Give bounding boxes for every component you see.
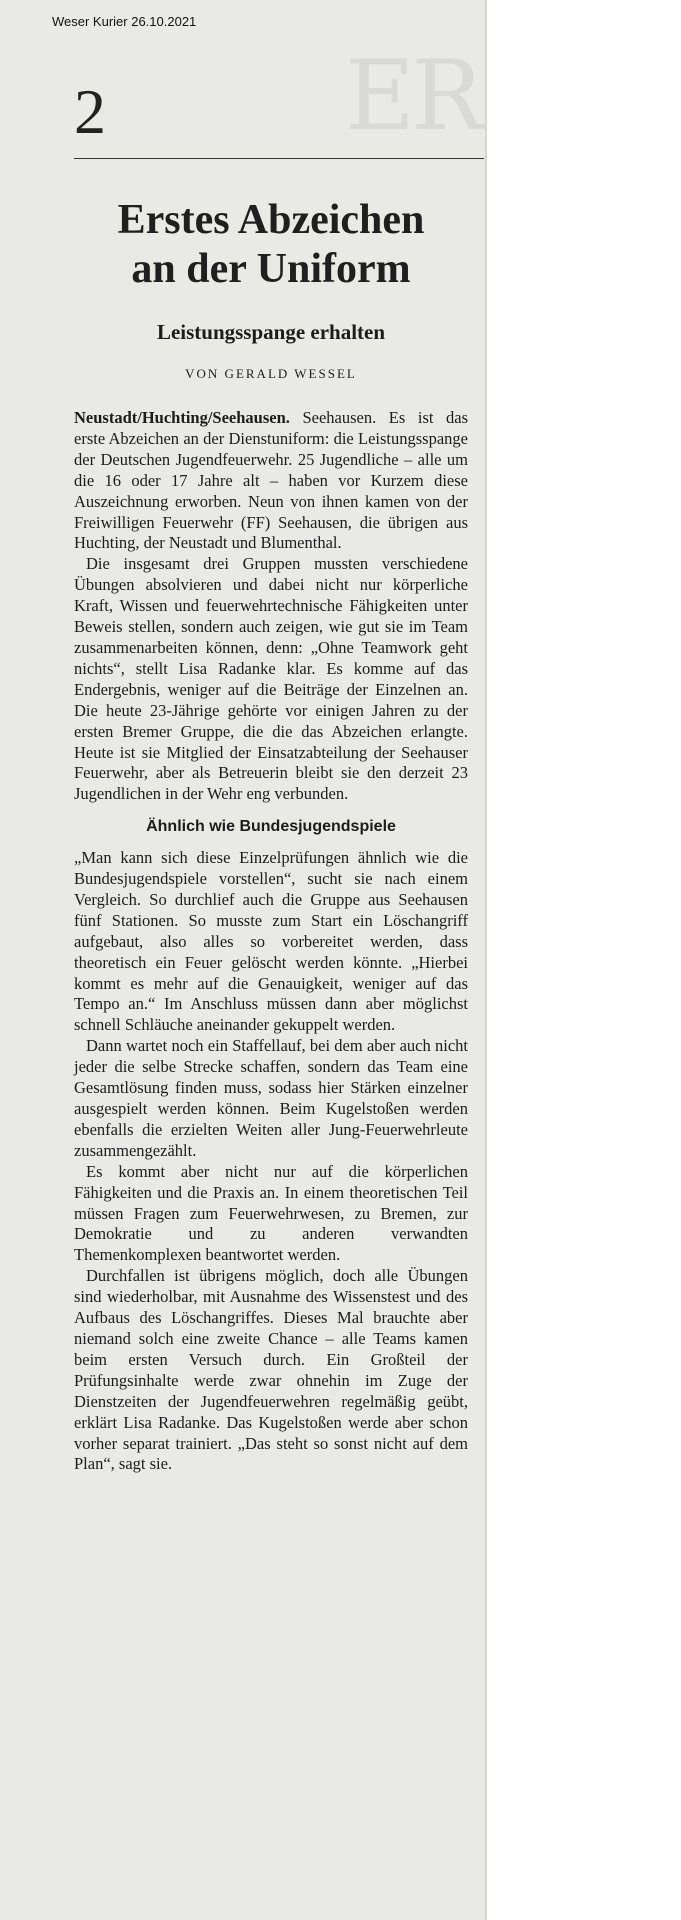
subheadline: Leistungsspange erhalten	[156, 320, 386, 344]
paragraph-2: Die insgesamt drei Gruppen mussten verschiedene Übungen absolvieren und dabei nicht nur körperliche Kraft, Wissen und feuerwehrtechnische Fähigkeiten unter Beweis stellen, sondern auch zeigen, wie gut sie im Team zusammenarbeiten können, denn: „Ohne Teamwork geht nichts“, stellt Lisa Radanke klar. Es komme auf das Endergebnis, weniger auf die Beiträge der Einzelnen an. Die heute 23-Jährige gehörte vor einigen Jahren zu der ersten Bremer Gruppe, die die das Abzeichen erlangte. Heute ist sie Mitglied der Einsatzabteilung der Seehauser Feuerwehr, aber als Betreuerin bleibt sie den derzeit 23 Jugendlichen in der Wehr eng verbunden.	[74, 554, 468, 804]
paragraph-5: Es kommt aber nicht nur auf die körperlichen Fähigkeiten und die Praxis an. In einem theoretischen Teil müssen Fragen zum Feuerwehrwesen, zu Bremen, zur Demokratie und zu anderen verwandten Themenkomplexen beantwortet werden.	[74, 1161, 468, 1265]
paragraph-1-text: Seehausen. Es ist das erste Abzeichen an der Dienstuniform: die Leistungsspange der Deutschen Jugendfeuerwehr. 25 Jugendliche – alle um die 16 oder 17 Jahre alt – haben vor Kurzem diese Auszeichnung erworben. Neun von ihnen kamen von der Freiwilligen Feuerwehr (FF) Seehausen, die übrigen aus Huchting, der Neustadt und Blumenthal.	[74, 408, 468, 553]
page-number: 2	[74, 76, 106, 147]
headline-line-1: Erstes Abzeichen	[117, 197, 425, 243]
bleed-through-artifact: ER	[345, 40, 480, 152]
article-body	[74, 408, 468, 1475]
headline	[74, 196, 468, 294]
headline-line-2: an der Uniform	[131, 246, 411, 292]
paragraph-4: Dann wartet noch ein Staffellauf, bei dem aber auch nicht jeder die selbe Strecke schaffen, sondern das Team eine Gesamtlösung finden muss, sodass hier Stärken einzelner ausgespielt werden können. Beim Kugelstoßen werden ebenfalls die erzielten Weiten aller Jung-Feuerwehrleute zusammengezählt.	[74, 1036, 468, 1160]
byline: VON GERALD WESSEL	[185, 366, 357, 381]
paragraph-6: Durchfallen ist übrigens möglich, doch alle Übungen sind wiederholbar, mit Ausnahme des Wissenstest und des Aufbaus des Löschangriffes. Dieses Mal brauchte aber niemand solch eine zweite Chance – alle Teams kamen beim ersten Versuch durch. Ein Großteil der Prüfungsinhalte werde zwar ohnehin im Zuge der Dienstzeiten der Jugendfeuerwehren regelmäßig geübt, erklärt Lisa Radanke. Das Kugelstoßen werde aber schon vorher separat trainiert. „Das steht so sonst nicht auf dem Plan“, sagt sie.	[74, 1266, 468, 1474]
clipping-edge	[485, 0, 487, 1920]
section-heading: Ähnlich wie Bundesjugendspiele	[146, 818, 396, 836]
paragraph-1	[74, 408, 468, 554]
header-rule	[74, 158, 484, 159]
paragraph-3: „Man kann sich diese Einzelprüfungen ähnlich wie die Bundesjugendspiele vorstellen“, sucht sie nach einem Vergleich. So durchlief auch die Gruppe aus Seehausen fünf Stationen. So musste zum Start ein Löschangriff aufgebaut, also alles so vorbereitet werden, dass theoretisch ein Feuer gelöscht werden könnte. „Hierbei kommt es mehr auf die Genauigkeit, weniger auf das Tempo an.“ Im Anschluss müssen dann aber möglichst schnell Schläuche aneinander gekuppelt werden.	[74, 848, 468, 1035]
source-label: Weser Kurier 26.10.2021	[52, 14, 197, 29]
dateline: Neustadt/Huchting/Seehausen.	[74, 408, 290, 427]
